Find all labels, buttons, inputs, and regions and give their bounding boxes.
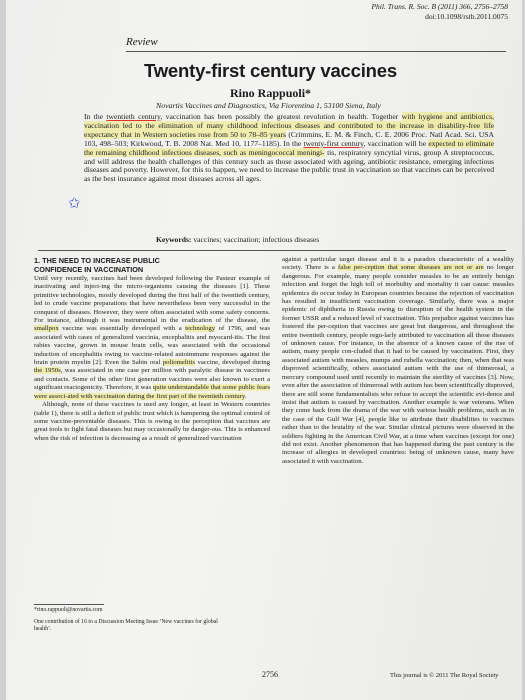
doi: doi:10.1098/rstb.2011.0075 xyxy=(425,12,508,21)
footnote-rule xyxy=(34,604,104,605)
author-name: Rino Rappuoli* xyxy=(230,86,312,100)
copyright-line: This journal is © 2011 The Royal Society xyxy=(390,672,499,679)
keywords xyxy=(156,235,319,244)
document-page xyxy=(6,0,522,700)
author-email: *rino.rappuoli@novartis.com xyxy=(34,607,103,613)
text-highlight: poliomelitis xyxy=(162,359,196,367)
left-column xyxy=(34,256,270,443)
text-run: no longer dangerous. For example, many people consider measles to be an entirely benign infection and forget the high toll of morbidity and mortality it can cause: measles epidemics do occur today in European countries because the rejection of vaccination has resulted in insufficient vaccination coverage. Similarly, there was a major epidemic of diphtheria in Russia owing to disruption of the health system in the former USSR and a reduced level of vaccination. This prejudice against vaccines has fostered the per-ception that vaccines are great but dangerous, and throughout the entire twentieth century, people regu-larly attributed to vaccination all those diseases of unknown cause. For instance, in the absence of a known cause of the rise of autism, many people con-cluded that it had to be caused by vaccination. First, they associated autism with measles, mumps and rubella vaccination; then, when that was disproved scientifically, others associated autism with the use of thimerosal, a mercury compound used until recently to maintain the sterility of vaccines [3]. Now, even after the association of thimerosal with autism has been scientifically disproved, there are still some fundamentalists who refuse to accept the scientific evi-dence and insist that autism is caused by vaccination. Another example is war veterans. When they come back from the drama of the war with various health problems, such as in the case of the Gulf War [4], people like to attribute their disabilities to vaccines rather than to the brutality of the war. Similar clinical pictures were observed in the soldiers fighting in the American Civil War, at a time when vaccines (except for one) did not exist. Another phenomenon that has happened during the past century is the increase of allergies in developed countries: being of unknown cause, many have associated it with vaccination. xyxy=(282,264,515,465)
text-highlight: smallpox xyxy=(34,325,59,333)
abstract-text: , vaccination has been possibly the greatest revolution in health. Together xyxy=(160,112,402,121)
contribution-note: One contribution of 16 to a Discussion Meeting Issue ‘New vaccines for global health’. xyxy=(34,618,218,632)
text-highlight: false per-ception that some diseases are not or are xyxy=(338,264,484,272)
section-heading-line: 1. THE NEED TO INCREASE PUBLIC xyxy=(34,256,160,265)
abstract xyxy=(84,113,494,184)
paragraph xyxy=(282,256,514,466)
paragraph xyxy=(34,275,270,401)
abstract-text: tis, respiratory syncytial virus, group A streptococcus, and will address the health challenges of this century such as those associated with ageing, antibiotic resistance, emerging infectious diseases and poverty. However, for this to happen, we need to increase the public trust in vaccination so that vaccines can be perceived as the best insurance against most diseases across all ages. xyxy=(84,147,494,184)
text-run: against a particular target disease and it is a paradox characteristic of a wealthy society. There is a xyxy=(282,256,514,272)
section-heading-line: CONFIDENCE IN VACCINATION xyxy=(34,265,144,274)
page-number: 2756 xyxy=(262,670,278,679)
paragraph: Although, none of these vaccines is used any longer, at least in Western countries (table 1), there is still a deficit of public trust which is hampering the optimal control of some vaccine-preventable diseases. This is owing to the perception that vaccines are great tools to fight fatal diseases but may occasionally be danger-ous. This is enhanced when the risk of infection is decreasing as a result of generalized vaccination xyxy=(34,401,271,442)
abstract-highlight: with hygiene and antibiotics, vaccination led to the elimination of many childhood infectious diseases and contributed to the increase in disability-free life expectancy that in Western societies rose from 50 to 78–85 years xyxy=(84,112,494,139)
top-rule xyxy=(126,51,506,52)
abstract-underline: twenty-first century xyxy=(303,138,364,148)
text-run: . xyxy=(244,392,247,400)
text-highlight: quite understandable that some public fears were associ-ated with vaccination during the first part of the twentieth century xyxy=(34,384,271,400)
text-run: , was associated in one case per million with paralytic disease in vaccinees and contacts. Some of the other first generation vaccines were also known to exert a significant reactogenicity. Therefore, it was xyxy=(34,367,270,392)
abstract-text: In the xyxy=(84,112,107,121)
abstract-text: (Crimmins, E. M. & Finch, C. E. 2006 Proc. Natl Acad. Sci. USA 103, 498–503; Kirkwood, T. B. 2008 Nat. Med 10, 1177–1185). In the xyxy=(84,129,494,148)
text-highlight: the 1950s xyxy=(34,367,61,375)
section-rule xyxy=(38,250,506,251)
article-type: Review xyxy=(126,36,158,48)
text-run: vaccine, developed during xyxy=(195,359,270,367)
journal-header xyxy=(371,2,508,22)
author-affiliation: Novartis Vaccines and Diagnostics, Via Fiorentina 1, 53100 Siena, Italy xyxy=(156,101,381,110)
text-highlight: technology xyxy=(185,325,216,333)
citation: Phil. Trans. R. Soc. B (2011) 366, 2756–2758 xyxy=(371,2,508,11)
abstract-underline: twentieth century xyxy=(106,112,161,121)
keywords-text: vaccines; vaccination; infectious diseases xyxy=(191,235,320,244)
keywords-label: Keywords: xyxy=(156,235,192,244)
abstract-highlight: expected to eliminate the remaining childhood infectious diseases, such as meningococcal meningi- xyxy=(84,138,494,157)
text-run: vaccine was essentially developed with a xyxy=(58,325,186,333)
footnotes xyxy=(34,607,234,634)
section-heading xyxy=(34,256,270,274)
text-run: of 1796, and was associated with cases of generalized vaccinia, encephalitis and myocard-itis. The first rabies vaccine, grown in mouse brain cells, was associated with the occasional induction of encephalitis owing to vaccine-related autoimmune responses against the brain protein myelin [2]. Even the Sabin oral xyxy=(34,325,270,367)
abstract-text: , vaccination will be xyxy=(363,138,429,148)
handwritten-star-icon: ✩ xyxy=(68,196,81,212)
text-run: Until very recently, vaccines had been developed following the Pasteur example of inactivating and inject-ing the micro-organisms causing the diseases [1]. These primitive technologies, mostly developed during the first half of the twentieth century, led to crude vaccine preparations that have nevertheless been very successful in the conquest of diseases. However, they were often associated with some safety concerns. For instance, although it was instrumental in the eradication of the disease, the xyxy=(34,275,270,325)
article-title: Twenty-first century vaccines xyxy=(144,60,397,81)
right-column xyxy=(282,256,514,466)
